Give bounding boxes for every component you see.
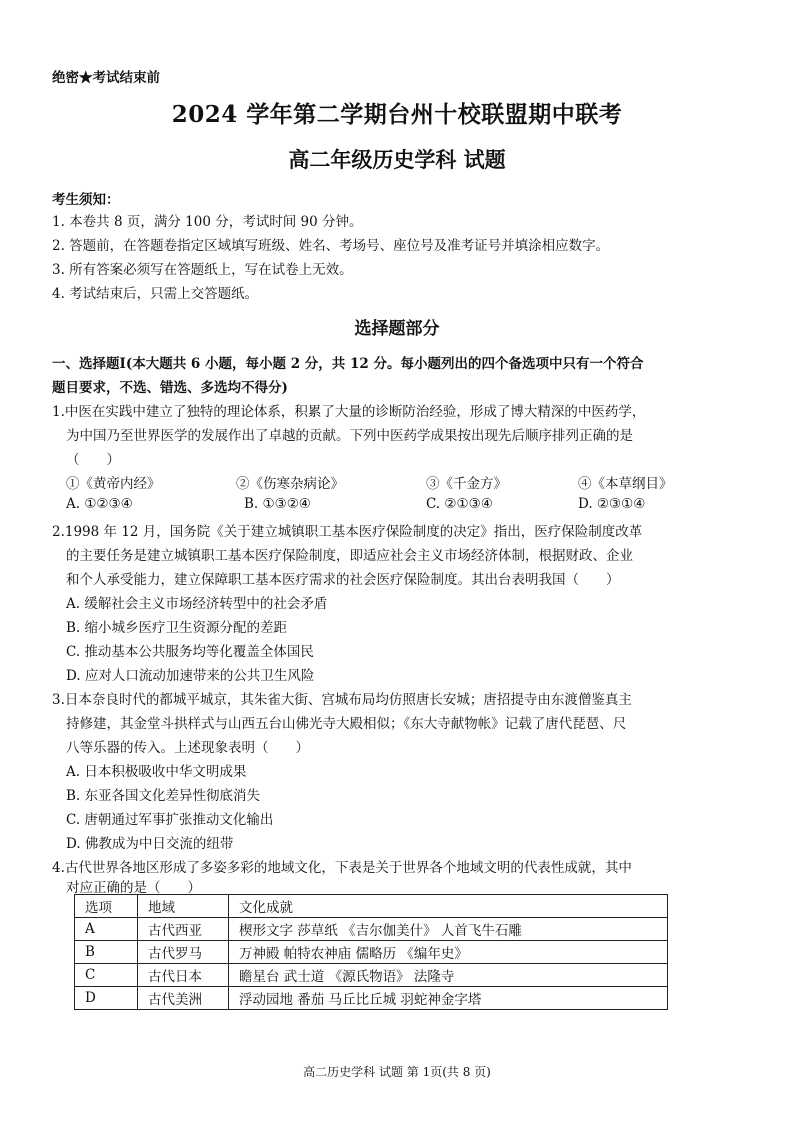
table-row <box>75 987 668 1010</box>
notice-item: 1. 本卷共 8 页，满分 100 分，考试时间 90 分钟。 <box>52 214 363 230</box>
table-cell: 万神殿 帕特农神庙 儒略历 《编年史》 <box>229 941 668 964</box>
table-cell: 古代西亚 <box>138 918 229 941</box>
exam-subtitle: 高二年级历史学科 试题 <box>288 147 506 172</box>
question-3-option-c[interactable]: C. 唐朝通过军事扩张推动文化输出 <box>66 812 274 828</box>
question-1-item: ②《伤寒杂病论》 <box>236 476 344 492</box>
question-3-option-a[interactable]: A. 日本积极吸收中华文明成果 <box>66 764 247 780</box>
notice-item: 3. 所有答案必须写在答题纸上，写在试卷上无效。 <box>52 262 353 278</box>
section-instruction: 一、选择题Ⅰ(本大题共 6 小题，每小题 2 分，共 12 分。每小题列出的四个备选项中只有一个符合 <box>52 356 644 372</box>
question-1-text: 1.中医在实践中建立了独特的理论体系，积累了大量的诊断防治经验，形成了博大精深的中医药学， <box>52 404 646 420</box>
table-cell: A <box>75 918 138 941</box>
notice-heading: 考生须知： <box>52 192 120 208</box>
question-3-text: 3.日本奈良时代的都城平城京，其朱雀大街、宫城布局均仿照唐长安城；唐招提寺由东渡僧鉴真主 <box>52 692 632 708</box>
table-cell: 古代罗马 <box>138 941 229 964</box>
table-row <box>75 918 668 941</box>
section-instruction: 题目要求，不选、错选、多选均不得分) <box>52 380 288 396</box>
section-title: 选择题部分 <box>354 319 440 339</box>
notice-item: 2. 答题前，在答题卷指定区域填写班级、姓名、考场号、座位号及准考证号并填涂相应数字。 <box>52 238 610 254</box>
table-cell: B <box>75 941 138 964</box>
question-1-item: ①《黄帝内经》 <box>66 476 161 492</box>
question-1-option-c[interactable]: C. ②①③④ <box>426 496 493 512</box>
table-cell: 楔形文字 莎草纸 《吉尔伽美什》 人首飞牛石雕 <box>229 918 668 941</box>
question-2-option-b[interactable]: B. 缩小城乡医疗卫生资源分配的差距 <box>66 620 288 636</box>
question-2-text: 的主要任务是建立城镇职工基本医疗保险制度，即适应社会主义市场经济体制，根据财政、企业 <box>66 548 633 564</box>
table-header-cell: 文化成就 <box>229 895 668 918</box>
question-1-text: 为中国乃至世界医学的发展作出了卓越的贡献。下列中医药学成果按出现先后顺序排列正确的是 <box>66 428 633 444</box>
culture-table <box>74 894 668 1010</box>
table-cell: 浮动园地 番茄 马丘比丘城 羽蛇神金字塔 <box>229 987 668 1010</box>
exam-title: 2024 学年第二学期台州十校联盟期中联考 <box>171 101 623 128</box>
question-2-text: 和个人承受能力，建立保障职工基本医疗需求的社会医疗保险制度。其出台表明我国（ ） <box>66 572 620 588</box>
question-4-text: 4.古代世界各地区形成了多姿多彩的地域文化，下表是关于世界各个地域文明的代表性成就，其中 <box>52 860 632 876</box>
question-3-text: 持修建，其金堂斗拱样式与山西五台山佛光寺大殿相似；《东大寺献物帐》记载了唐代琵琶、尺 <box>66 716 627 732</box>
question-2-option-a[interactable]: A. 缓解社会主义市场经济转型中的社会矛盾 <box>66 596 328 612</box>
question-3-option-b[interactable]: B. 东亚各国文化差异性彻底消失 <box>66 788 261 804</box>
table-row <box>75 941 668 964</box>
table-header-row <box>75 895 668 918</box>
question-1-item: ④《本草纲目》 <box>578 476 673 492</box>
table-header-cell: 地域 <box>138 895 229 918</box>
question-2-option-d[interactable]: D. 应对人口流动加速带来的公共卫生风险 <box>66 668 315 684</box>
page-footer: 高二历史学科 试题 第 1页(共 8 页) <box>303 1065 491 1079</box>
question-3-text: 八等乐器的传入。上述现象表明（ ） <box>66 740 309 756</box>
confidential-label: 绝密★考试结束前 <box>52 70 160 86</box>
notice-item: 4. 考试结束后，只需上交答题纸。 <box>52 286 259 302</box>
question-3-option-d[interactable]: D. 佛教成为中日交流的纽带 <box>66 836 234 852</box>
question-1-text: （ ） <box>66 452 120 468</box>
question-1-option-a[interactable]: A. ①②③④ <box>66 496 133 512</box>
question-4-text: 对应正确的是（ ） <box>66 880 201 896</box>
table-cell: 古代日本 <box>138 964 229 987</box>
table-cell: C <box>75 964 138 987</box>
question-1-option-b[interactable]: B. ①③②④ <box>244 496 311 512</box>
question-2-text: 2.1998 年 12 月，国务院《关于建立城镇职工基本医疗保险制度的决定》指出，医疗保险制度改革 <box>52 524 643 540</box>
question-1-option-d[interactable]: D. ②③①④ <box>578 496 646 512</box>
table-cell: 古代美洲 <box>138 987 229 1010</box>
question-2-option-c[interactable]: C. 推动基本公共服务均等化覆盖全体国民 <box>66 644 314 660</box>
table-row <box>75 964 668 987</box>
question-1-item: ③《千金方》 <box>426 476 507 492</box>
table-cell: D <box>75 987 138 1010</box>
table-header-cell: 选项 <box>75 895 138 918</box>
table-cell: 瞻星台 武士道 《源氏物语》 法隆寺 <box>229 964 668 987</box>
